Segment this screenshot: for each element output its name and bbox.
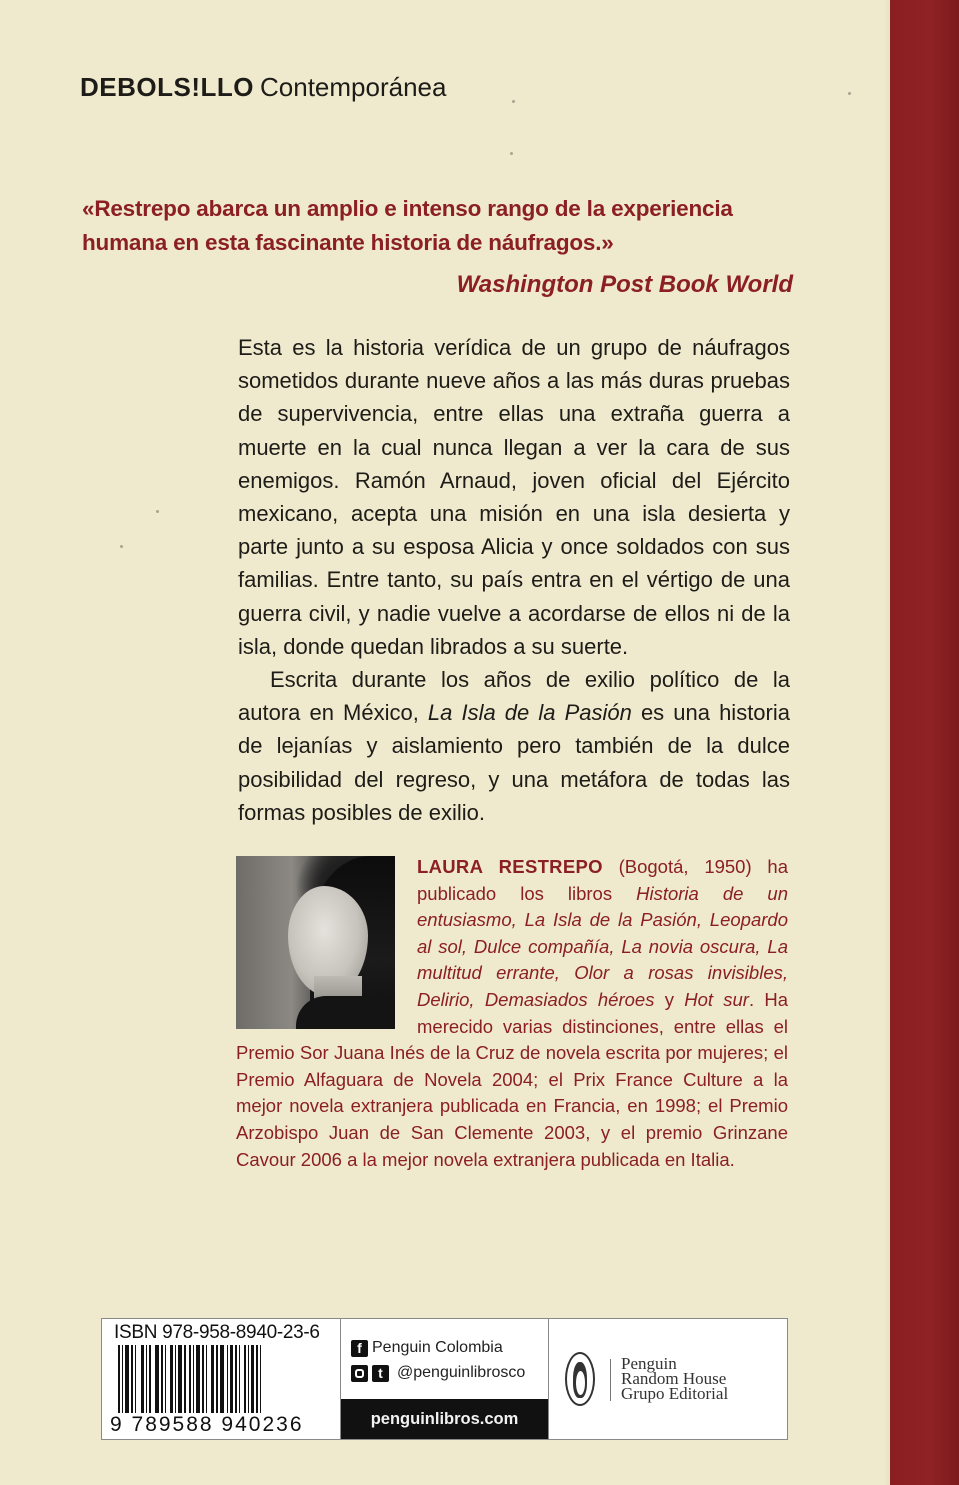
imprint-logo (80, 70, 446, 104)
bio-and: y (654, 988, 685, 1010)
review-quote: «Restrepo abarca un amplio e intenso rango de la experiencia humana en esta fascinante historia de náufragos.» (82, 196, 733, 255)
instagram-icon (351, 1365, 368, 1382)
imprint-name: DEBOLS!LLO (80, 72, 254, 102)
synopsis-text: Escrita durante los años de exilio político de la autora en México, (238, 667, 790, 726)
barcode-digits: 9 789588 940236 (110, 1413, 304, 1436)
publisher-line-2: Random House (621, 1369, 727, 1388)
synopsis (238, 331, 790, 829)
publisher-logo (549, 1319, 787, 1439)
bio-awards: . Ha merecido varias distinciones, entre ellas el Premio Sor Juana Inés de la Cruz de novela escrita por mujeres; el Premio Alfaguara de Novela 2004; el Prix France Culture a la mejor novela extranjera publicada en Francia, en 1998; el Premio Arzobispo Juan de San Clemente 2003, y el premio Grinzane Cavour 2006 a la mejor novela extranjera publicada en Italia. (236, 988, 788, 1170)
social-handle: @penguinlibrosco (397, 1364, 526, 1381)
footer-info-box (101, 1318, 788, 1440)
facebook-icon: f (351, 1340, 368, 1357)
paper-speck (512, 100, 515, 103)
social-handle-link[interactable] (351, 1364, 525, 1382)
publisher-name (621, 1356, 728, 1401)
photo-spacer (236, 854, 417, 1040)
logo-divider (610, 1359, 611, 1401)
synopsis-paragraph-1: Esta es la historia verídica de un grupo de náufragos sometidos durante nueve años a las más duras pruebas de supervivencia, entre ellas una extraña guerra a muerte en la cual nunca llegan a ver la cara de sus enemigos. Ramón Arnaud, joven oficial del Ejército mexicano, acepta una misión en una isla desierta y parte junto a su esposa Alicia y once soldados con sus familias. Entre tanto, su país entra en el vértigo de una guerra civil, y nadie vuelve a acordarse de ellos ni de la isla, donde quedan librados a su suerte. (238, 335, 790, 659)
quote-source: Washington Post Book World (456, 271, 793, 298)
paper-speck (120, 545, 123, 548)
website-link[interactable]: penguinlibros.com (341, 1399, 548, 1439)
book-list: Historia de un entusiasmo, La Isla de la Pasión, Leopardo al sol, Dulce compañía, La novia oscura, La multitud errante, Olor a rosas invisibles, Delirio, Demasiados héroes (417, 882, 788, 1010)
collection-name: Contemporánea (260, 72, 447, 102)
paper-speck (156, 510, 159, 513)
publisher-line-1: Penguin (621, 1354, 677, 1373)
last-book: Hot sur (684, 988, 749, 1010)
isbn-barcode (102, 1319, 341, 1439)
publisher-line-3: Grupo Editorial (621, 1384, 729, 1403)
twitter-icon: t (372, 1365, 389, 1382)
facebook-name: Penguin Colombia (372, 1339, 503, 1356)
facebook-link[interactable] (351, 1339, 503, 1357)
synopsis-text: es una historia de lejanías y aislamiento pero también de la dulce posibilidad del regreso, y una metáfora de todas las formas posibles de exilio. (238, 700, 790, 825)
social-links (341, 1319, 549, 1439)
book-title: La Isla de la Pasión (427, 700, 632, 726)
book-spine (890, 0, 959, 1485)
author-name: LAURA RESTREPO (417, 856, 603, 877)
bio-intro: (Bogotá, 1950) ha publicado los libros (417, 856, 788, 904)
paper-speck (848, 92, 851, 95)
author-bio (236, 854, 788, 1173)
paper-speck (510, 152, 513, 155)
isbn-label: ISBN 978-958-8940-23-6 (114, 1322, 320, 1343)
penguin-icon (565, 1352, 595, 1406)
synopsis-paragraph-2 (238, 663, 790, 829)
